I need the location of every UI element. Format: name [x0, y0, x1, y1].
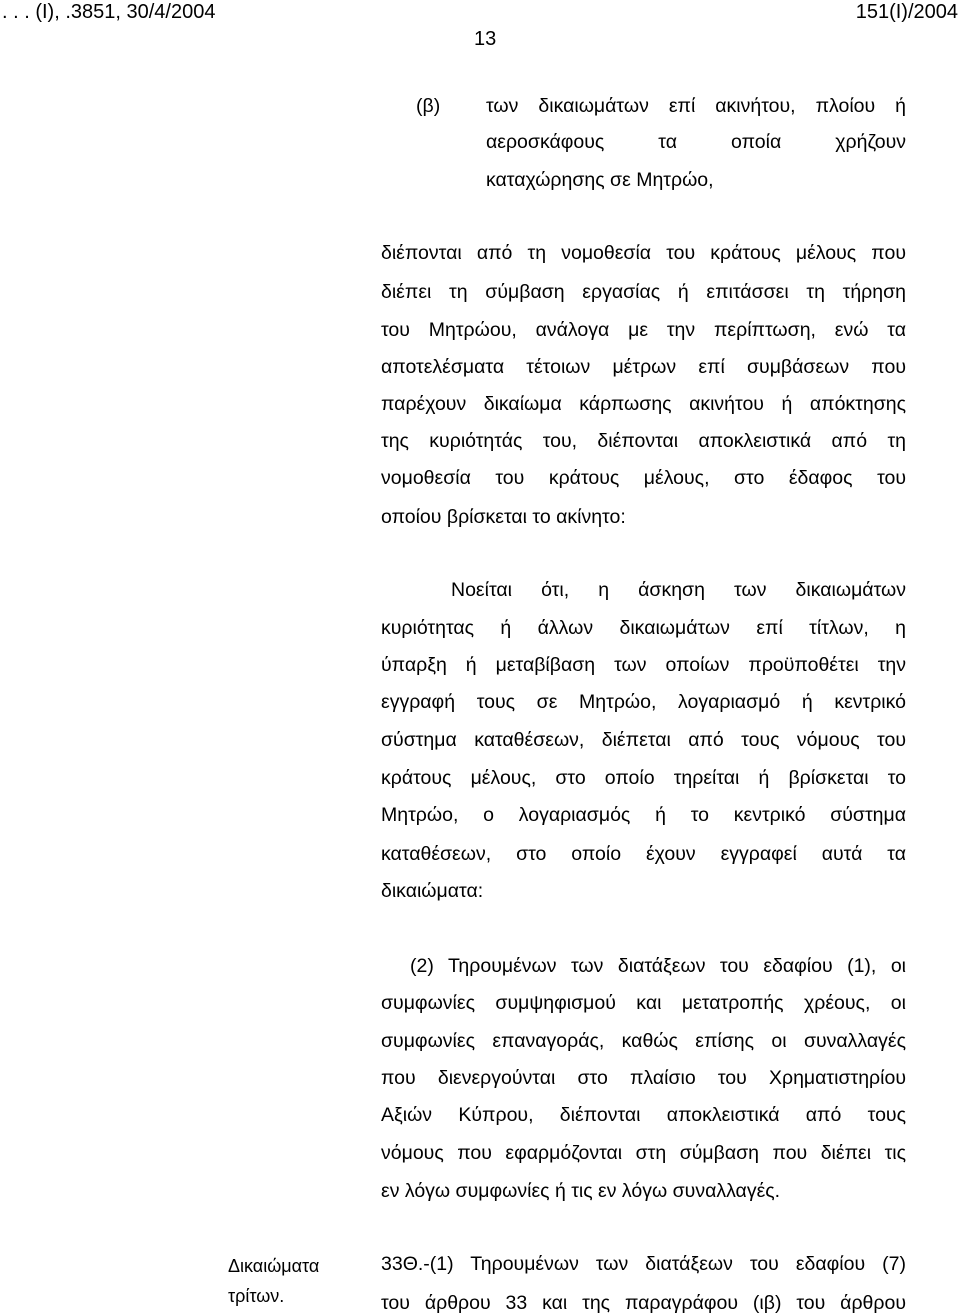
item-b-line: καταχώρησης σε Μητρώο,: [486, 169, 714, 191]
subsection-2-line: (2) Τηρουμένων των διατάξεων του εδαφίου (1), οι: [410, 955, 906, 977]
main-paragraph-line: αποτελέσματα τέτοιων μέτρων επί συμβάσεων που: [381, 356, 906, 378]
item-b-line: των δικαιωμάτων επί ακινήτου, πλοίου ή: [486, 95, 906, 117]
subsection-2-line: νόμους που εφαρμόζονται στη σύμβαση που διέπει τις: [381, 1142, 906, 1164]
subsection-2-line: που διενεργούνται στο πλαίσιο του Χρηματιστηρίου: [381, 1067, 906, 1089]
proviso-paragraph-line: κράτους μέλους, στο οποίο τηρείται ή βρίσκεται το: [381, 767, 906, 789]
main-paragraph-line: νομοθεσία του κράτους μέλους, στο έδαφος του: [381, 467, 906, 489]
section-33-line: του άρθρου 33 και της παραγράφου (ιβ) του άρθρου: [381, 1292, 906, 1314]
proviso-paragraph-line: Νοείται ότι, η άσκηση των δικαιωμάτων: [451, 579, 906, 601]
main-paragraph-line: διέπονται από τη νομοθεσία του κράτους μέλους που: [381, 242, 906, 264]
proviso-paragraph-line: ύπαρξη ή μεταβίβαση των οποίων προϋποθέτει την: [381, 654, 906, 676]
item-b-line: αεροσκάφους τα οποία χρήζουν: [486, 131, 906, 153]
item-b-label: (β): [416, 95, 441, 117]
main-paragraph-line: οποίου βρίσκεται το ακίνητο:: [381, 506, 626, 528]
proviso-paragraph-line: εγγραφή τους σε Μητρώο, λογαριασμό ή κεντρικό: [381, 691, 906, 713]
header-right: 151(Ι)/2004: [855, 1, 958, 23]
margin-note-line: τρίτων.: [228, 1286, 285, 1306]
proviso-paragraph-line: κυριότητας ή άλλων δικαιωμάτων επί τίτλων, η: [381, 617, 906, 639]
main-paragraph-line: της κυριότητάς του, διέπονται αποκλειστικά από τη: [381, 430, 906, 452]
section-33-line: 33Θ.-(1) Τηρουμένων των διατάξεων του εδαφίου (7): [381, 1253, 906, 1275]
proviso-paragraph-line: σύστημα καταθέσεων, διέπεται από τους νόμους του: [381, 729, 906, 751]
page-number: 13: [474, 28, 497, 50]
subsection-2-line: Αξιών Κύπρου, διέπονται αποκλειστικά από τους: [381, 1104, 906, 1126]
header-left: . . . (Ι), .3851, 30/4/2004: [2, 1, 216, 23]
margin-note-line: Δικαιώματα: [228, 1256, 320, 1276]
subsection-2-line: εν λόγω συμφωνίες ή τις εν λόγω συναλλαγές.: [381, 1180, 781, 1202]
main-paragraph-line: του Μητρώου, ανάλογα με την περίπτωση, ενώ τα: [381, 319, 906, 341]
main-paragraph-line: διέπει τη σύμβαση εργασίας ή επιτάσσει τη τήρηση: [381, 281, 906, 303]
subsection-2-line: συμφωνίες επαναγοράς, καθώς επίσης οι συναλλαγές: [381, 1030, 906, 1052]
proviso-paragraph-line: Μητρώο, ο λογαριασμός ή το κεντρικό σύστημα: [381, 804, 906, 826]
proviso-paragraph-line: καταθέσεων, στο οποίο έχουν εγγραφεί αυτά τα: [381, 843, 906, 865]
margin-note: [228, 1251, 319, 1311]
main-paragraph-line: παρέχουν δικαίωμα κάρπωσης ακινήτου ή απόκτησης: [381, 393, 906, 415]
proviso-paragraph-line: δικαιώματα:: [381, 880, 484, 902]
subsection-2-line: συμφωνίες συμψηφισμού και μετατροπής χρέους, οι: [381, 992, 906, 1014]
